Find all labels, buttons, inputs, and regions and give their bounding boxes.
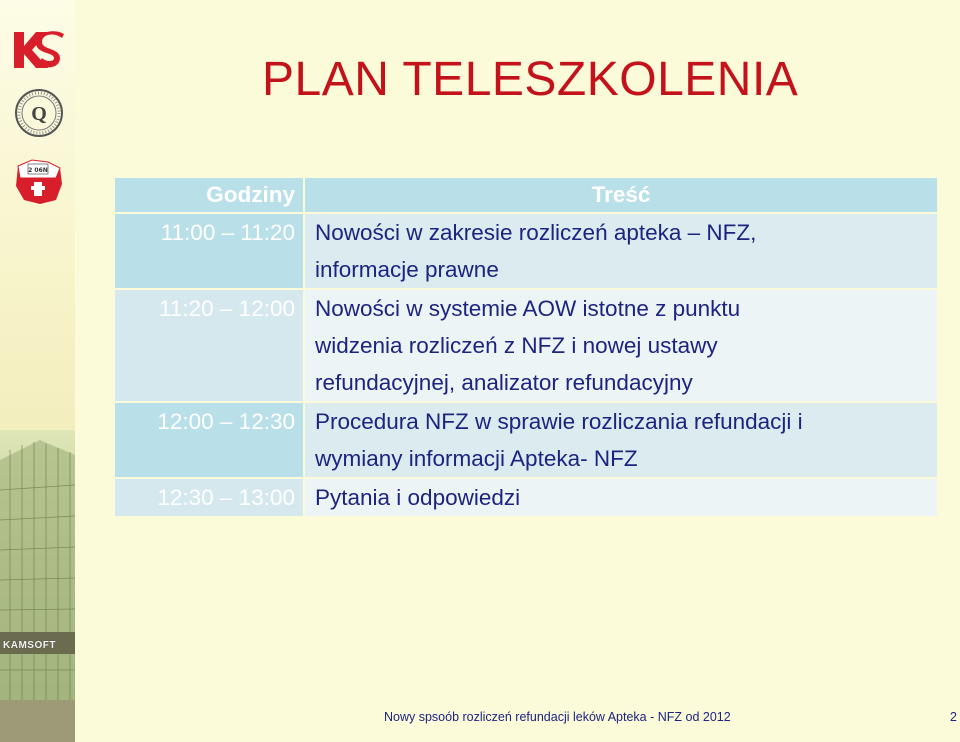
map-badge-label: 2 06N (28, 167, 48, 174)
row-content (305, 214, 937, 288)
table-row (115, 290, 937, 401)
table-row (115, 214, 937, 288)
row-time: 12:30 – 13:00 (115, 479, 303, 516)
content-line: widzenia rozliczeń z NFZ i nowej ustawy (315, 333, 718, 358)
poland-map-award-icon (10, 154, 66, 210)
content-line: Pytania i odpowiedzi (315, 485, 521, 510)
row-content (305, 479, 937, 516)
page-number: 2 (950, 710, 957, 724)
row-time: 11:20 – 12:00 (115, 290, 303, 401)
table-header-row (115, 178, 937, 212)
header-hours: Godziny (115, 178, 303, 212)
left-decor-strip (0, 0, 75, 742)
content-line: Procedura NFZ w sprawie rozliczania refundacji i (315, 409, 803, 434)
header-content: Treść (305, 178, 937, 212)
content-line: refundacyjnej, analizator refundacyjny (315, 370, 693, 395)
ks-logo-icon (10, 28, 66, 72)
svg-text:Q: Q (31, 103, 47, 125)
row-content (305, 403, 937, 477)
agenda-table (113, 176, 939, 518)
row-content (305, 290, 937, 401)
slide-title: PLAN TELESZKOLENIA (262, 53, 799, 106)
content-line: Nowości w systemie AOW istotne z punktu (315, 296, 741, 321)
row-time: 12:00 – 12:30 (115, 403, 303, 477)
office-building-image (0, 370, 75, 742)
certificate-seal-icon (14, 88, 64, 138)
kamsoft-sign: KAMSOFT (3, 640, 56, 651)
row-time: 11:00 – 11:20 (115, 214, 303, 288)
table-row (115, 479, 937, 516)
content-line: wymiany informacji Apteka- NFZ (315, 446, 638, 471)
table-row (115, 403, 937, 477)
content-line: informacje prawne (315, 257, 499, 282)
slide-footer: Nowy spsoób rozliczeń refundacji leków Apteka - NFZ od 2012 (384, 710, 731, 724)
content-line: Nowości w zakresie rozliczeń apteka – NFZ, (315, 220, 757, 245)
